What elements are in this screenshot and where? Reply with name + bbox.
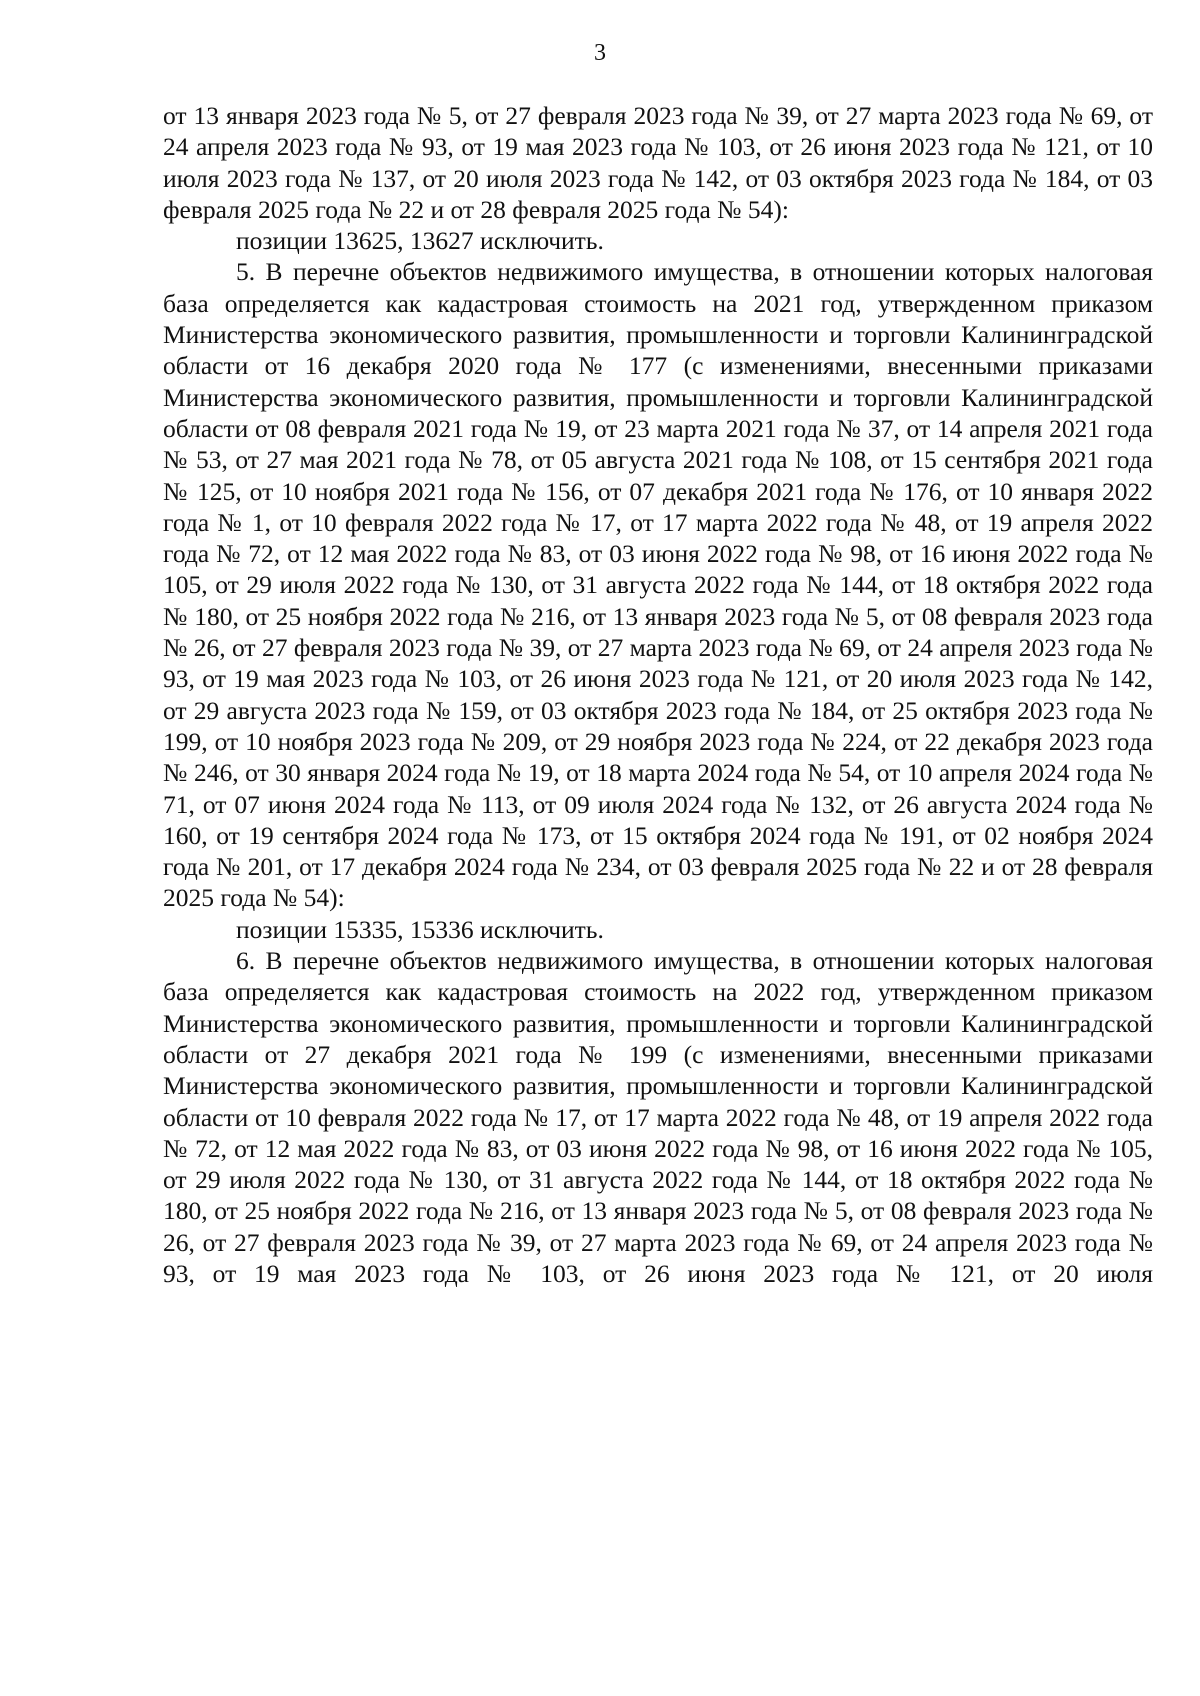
document-body — [163, 100, 1153, 1289]
paragraph-item-5: 5. В перечне объектов недвижимого имущества, в отношении которых налоговая база определяется как кадастровая стоимость на 2021 год, утвержденном приказом Министерства экономического развития, промышленности и торговли Калининградской области от 16 декабря 2020 года № 177 (с изменениями, внесенными приказами Министерства экономического развития, промышленности и торговли Калининградской области от 08 февраля 2021 года № 19, от 23 марта 2021 года № 37, от 14 апреля 2021 года № 53, от 27 мая 2021 года № 78, от 05 августа 2021 года № 108, от 15 сентября 2021 года № 125, от 10 ноября 2021 года № 156, от 07 декабря 2021 года № 176, от 10 января 2022 года № 1, от 10 февраля 2022 года № 17, от 17 марта 2022 года № 48, от 19 апреля 2022 года № 72, от 12 мая 2022 года № 83, от 03 июня 2022 года № 98, от 16 июня 2022 года № 105, от 29 июля 2022 года № 130, от 31 августа 2022 года № 144, от 18 октября 2022 года № 180, от 25 ноября 2022 года № 216, от 13 января 2023 года № 5, от 08 февраля 2023 года № 26, от 27 февраля 2023 года № 39, от 27 марта 2023 года № 69, от 24 апреля 2023 года № 93, от 19 мая 2023 года № 103, от 26 июня 2023 года № 121, от 20 июля 2023 года № 142, от 29 августа 2023 года № 159, от 03 октября 2023 года № 184, от 25 октября 2023 года № 199, от 10 ноября 2023 года № 209, от 29 ноября 2023 года № 224, от 22 декабря 2023 года № 246, от 30 января 2024 года № 19, от 18 марта 2024 года № 54, от 10 апреля 2024 года № 71, от 07 июня 2024 года № 113, от 09 июля 2024 года № 132, от 26 августа 2024 года № 160, от 19 сентября 2024 года № 173, от 15 октября 2024 года № 191, от 02 ноября 2024 года № 201, от 17 декабря 2024 года № 234, от 03 февраля 2025 года № 22 и от 28 февраля 2025 года № 54): — [163, 257, 1153, 913]
paragraph-positions-excluded-1: позиции 13625, 13627 исключить. — [236, 226, 604, 256]
paragraph-item-6: 6. В перечне объектов недвижимого имущества, в отношении которых налоговая база определяется как кадастровая стоимость на 2022 год, утвержденном приказом Министерства экономического развития, промышленности и торговли Калининградской области от 27 декабря 2021 года № 199 (с изменениями, внесенными приказами Министерства экономического развития, промышленности и торговли Калининградской области от 10 февраля 2022 года № 17, от 17 марта 2022 года № 48, от 19 апреля 2022 года № 72, от 12 мая 2022 года № 83, от 03 июня 2022 года № 98, от 16 июня 2022 года № 105, от 29 июля 2022 года № 130, от 31 августа 2022 года № 144, от 18 октября 2022 года № 180, от 25 ноября 2022 года № 216, от 13 января 2023 года № 5, от 08 февраля 2023 года № 26, от 27 февраля 2023 года № 39, от 27 марта 2023 года № 69, от 24 апреля 2023 года № 93, от 19 мая 2023 года № 103, от 26 июня 2023 года № 121, от 20 июля — [163, 946, 1153, 1288]
page-number: 3 — [594, 40, 606, 66]
paragraph-continuation: от 13 января 2023 года № 5, от 27 февраля 2023 года № 39, от 27 марта 2023 года № 69, от 24 апреля 2023 года № 93, от 19 мая 2023 года № 103, от 26 июня 2023 года № 121, от 10 июля 2023 года № 137, от 20 июля 2023 года № 142, от 03 октября 2023 года № 184, от 03 февраля 2025 года № 22 и от 28 февраля 2025 года № 54): — [163, 101, 1153, 224]
paragraph-positions-excluded-2: позиции 15335, 15336 исключить. — [236, 914, 604, 944]
